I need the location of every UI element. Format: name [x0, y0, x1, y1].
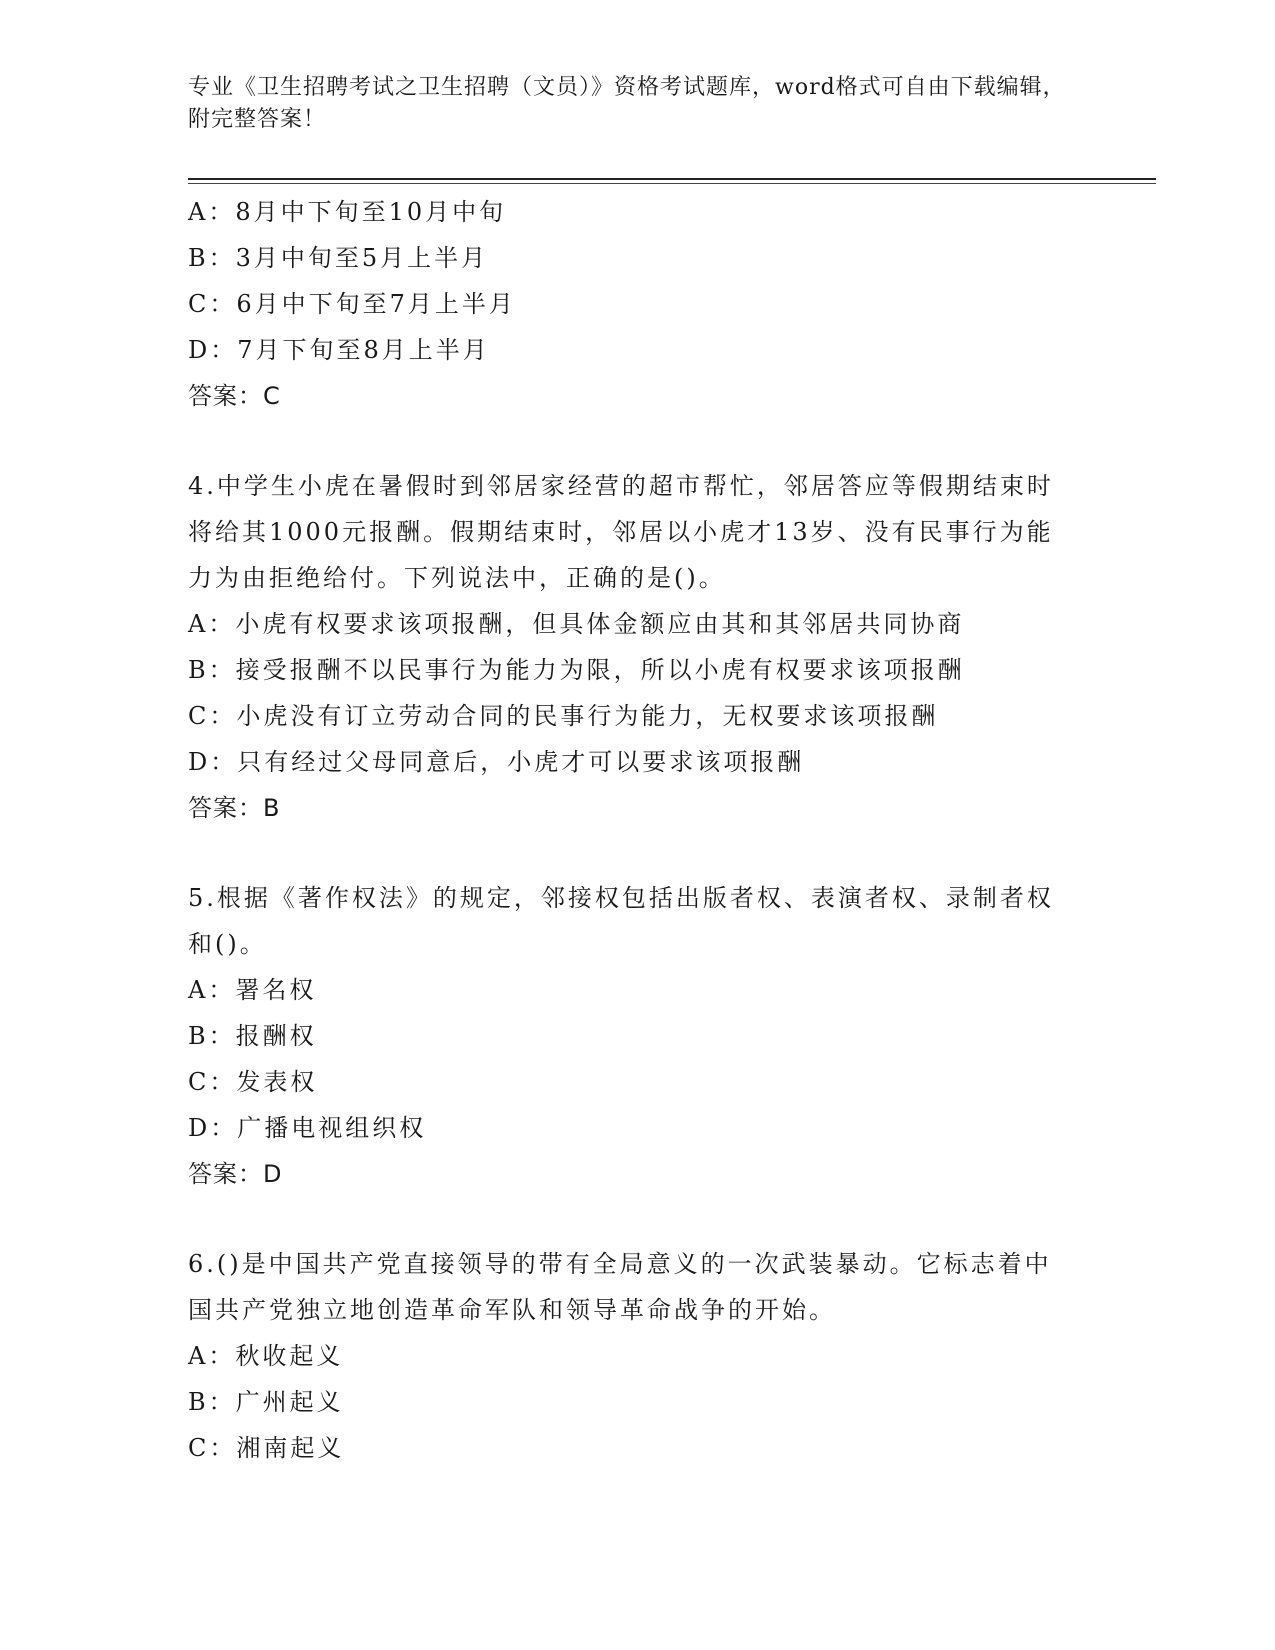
option-a: A：秋收起义: [188, 1342, 344, 1370]
answer: 答案：B: [188, 794, 281, 822]
question-stem: 5.根据《著作权法》的规定，邻接权包括出版者权、表演者权、录制者权和()。: [188, 884, 1054, 958]
option-c: C：小虎没有订立劳动合同的民事行为能力，无权要求该项报酬: [188, 702, 939, 730]
option-c: C：湘南起义: [188, 1434, 345, 1462]
option-a: A：署名权: [188, 976, 317, 1004]
question-stem: 4.中学生小虎在暑假时到邻居家经营的超市帮忙，邻居答应等假期结束时将给其1000元报酬。假期结束时，邻居以小虎才13岁、没有民事行为能力为由拒绝给付。下列说法中，正确的是()。: [188, 472, 1054, 592]
option-b: B：报酬权: [188, 1022, 317, 1050]
document-header: 专业《卫生招聘考试之卫生招聘（文员）》资格考试题库，word格式可自由下载编辑，附完整答案！: [188, 75, 1066, 132]
option-b: B：接受报酬不以民事行为能力为限，所以小虎有权要求该项报酬: [188, 656, 965, 684]
option-c: C：6月中下旬至7月上半月: [188, 290, 516, 318]
option-c: C：发表权: [188, 1068, 318, 1096]
option-b: B：3月中旬至5月上半月: [188, 244, 489, 272]
option-d: D：广播电视组织权: [188, 1114, 427, 1142]
question-6: [188, 1241, 1088, 1471]
answer: 答案：C: [188, 382, 281, 410]
option-d: D：7月下旬至8月上半月: [188, 336, 490, 364]
question-list: [188, 189, 1088, 1471]
question-3-continued: [188, 189, 1088, 419]
option-b: B：广州起义: [188, 1388, 344, 1416]
question-5: [188, 875, 1088, 1197]
option-d: D：只有经过父母同意后，小虎才可以要求该项报酬: [188, 748, 805, 776]
question-4: [188, 463, 1088, 831]
question-stem: 6.()是中国共产党直接领导的带有全局意义的一次武装暴动。它标志着中国共产党独立地创造革命军队和领导革命战争的开始。: [188, 1250, 1052, 1324]
answer: 答案：D: [188, 1160, 283, 1188]
option-a: A：8月中下旬至10月中旬: [188, 198, 507, 226]
header-divider-thin: [188, 183, 1156, 184]
option-a: A：小虎有权要求该项报酬，但具体金额应由其和其邻居共同协商: [188, 610, 965, 638]
header-divider-thick: [188, 178, 1156, 180]
